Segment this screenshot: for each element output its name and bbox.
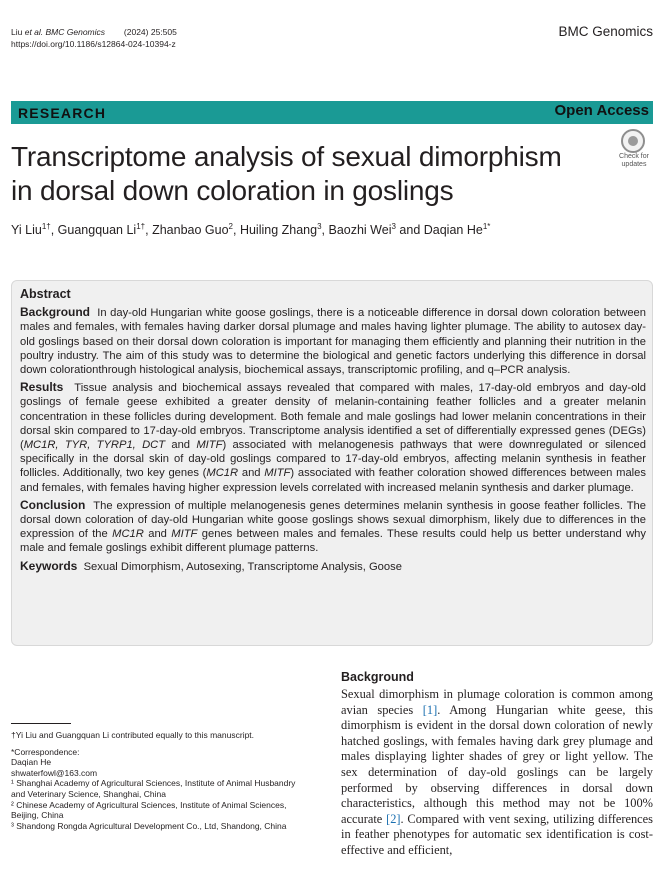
citation-volume: (2024) 25:505 xyxy=(105,27,177,37)
author-list: Yi Liu$^{1\dagger}$, Guangquan $Li^{1\dagger}$, Zhanbao Guo$^2$, Huiling Zhang$^3$, Baozhi Wei$^3$ and Daqian $He^{1*}$ xyxy=(11,221,491,237)
correspondence-email[interactable]: shwaterfowl@163.com xyxy=(11,767,98,778)
correspondence-block: *Correspondence: Daqian He shwaterfowl@163.com ¹ Shanghai Academy of Agricultural Sciences, Institute of Animal Husbandry and Veterinary Science, Shanghai, China ² Chinese Academy of Agricultural Sciences, Institute of Animal Sciences, Beijing, China ³ Shandong Rongda Agricultural Development Co., Ltd, Shandong, China xyxy=(11,746,296,831)
doi-link[interactable]: https://doi.org/10.1186/s12864-024-10394-z xyxy=(11,38,176,49)
citation-block xyxy=(11,27,177,50)
journal-name: BMC Genomics xyxy=(558,24,653,39)
abstract-conclusion: Conclusion The expression of multiple melanogenesis genes determines melanin synthesis in goose feather follicles. The dorsal down coloration of day-old Hungarian white goose goslings shows sexual dimorphism, likely due to differences in the expression of the MC1R and MITF genes between males and females. These results could help us better understand why male and female goslings exhibit different plumage patterns. xyxy=(20,497,646,555)
check-for-updates-button[interactable] xyxy=(614,129,654,171)
equal-contribution-note: †Yi Liu and Guangquan Li contributed equally to this manuscript. xyxy=(11,730,255,740)
abstract-heading: Abstract xyxy=(20,287,71,301)
author[interactable]: Baozhi Wei$^3$ xyxy=(328,221,396,237)
check-updates-label: Check for updates xyxy=(619,153,649,168)
author[interactable]: Daqian $He^{1*}$ xyxy=(423,221,491,237)
reference-link[interactable]: [1] xyxy=(422,702,438,717)
open-access-label: Open Access xyxy=(554,102,649,119)
affiliation-1: ¹ Shanghai Academy of Agricultural Sciences, Institute of Animal Husbandry and Veterinary Science, Shanghai, China xyxy=(11,778,296,799)
abstract-background: Background In day-old Hungarian white goose goslings, there is a noticeable difference in dorsal down coloration between males and females, with females having darker dorsal plumage and males having lighter plumage. The ability to autosex day-old goslings based on their dorsal down coloration is important for managing them efficiently and planning their nutrition in the poultry industry. The aim of this study was to determine the biological and genetic factors underlying this difference in dorsal down colorationthrough histological analysis, biochemical assays, transcriptomic profiling, and q–PCR analysis. xyxy=(20,305,646,377)
citation-journal: et al. BMC Genomics xyxy=(24,27,106,37)
title-line-2: in dorsal down coloration in goslings xyxy=(11,175,454,206)
background-paragraph: Sexual dimorphism in plumage coloration is common among avian species [1]. Among Hungarian white geese, this dimorphism is evident in the dorsal down coloration of newly hatched goslings, with females having dark grey plumage and males displaying lighter shades of grey or light yellow. The sex determination of day-old goslings can be largely performed by observing differences in dorsal down characteristics, although this method may not be 100% accurate [2]. Compared with vent sexing, utilizing differences in feather phenotypes for automatic sex identification is cost-effective and efficient, xyxy=(341,687,653,857)
footnotes xyxy=(11,730,311,837)
citation-author: Liu xyxy=(11,27,25,37)
affiliation-3: ³ Shandong Rongda Agricultural Development Co., Ltd, Shandong, China xyxy=(11,820,287,831)
article-type-label: RESEARCH xyxy=(18,105,107,121)
section-heading: Background xyxy=(341,670,414,684)
reference-link[interactable]: [2] xyxy=(386,811,401,826)
footnote-divider xyxy=(11,723,71,724)
title-line-1: Transcriptome analysis of sexual dimorphism xyxy=(11,141,562,172)
author[interactable]: Zhanbao Guo$^2$ xyxy=(152,221,233,237)
affiliation-2: ² Chinese Academy of Agricultural Sciences, Institute of Animal Sciences, Beijing, China xyxy=(11,799,287,821)
check-updates-icon xyxy=(621,129,645,153)
citation-line xyxy=(11,27,177,39)
article-title xyxy=(11,140,611,208)
article-type-banner xyxy=(11,101,653,124)
author[interactable]: Huiling Zhang$^3$ xyxy=(239,221,322,237)
author[interactable]: Guangquan $Li^{1\dagger}$ xyxy=(57,221,146,237)
keywords: Keywords Sexual Dimorphism, Autosexing, Transcriptome Analysis, Goose xyxy=(20,558,402,573)
author[interactable]: Yi Liu$^{1\dagger}$ xyxy=(11,221,51,237)
abstract-results: Results Tissue analysis and biochemical assays revealed that compared with males, 17-day-old embryos and day-old goslings of female geese exhibited a greater density of melanin-containing feather follicles and a greater melanin concentration in these follicles during development. Both female and male goslings had lower melanin concentrations in their dorsal skin compared to 17-day-old embryos. Transcriptome analysis identified a set of differentially expressed genes (DEGs) (MC1R, TYR, TYRP1, DCT and MITF) associated with melanogenesis pathways that were downregulated or silenced specifically in the dorsal skin of day-old goslings compared to 17-day-old embryos, affecting melanin synthesis in feather follicles. Additionally, two key genes (MC1R and MITF) associated with feather coloration showed differences between males and females, with females having higher expression levels correlated with increased melanin synthesis and darker plumage. xyxy=(20,380,646,494)
abstract-box xyxy=(11,280,653,646)
background-section xyxy=(341,670,653,859)
